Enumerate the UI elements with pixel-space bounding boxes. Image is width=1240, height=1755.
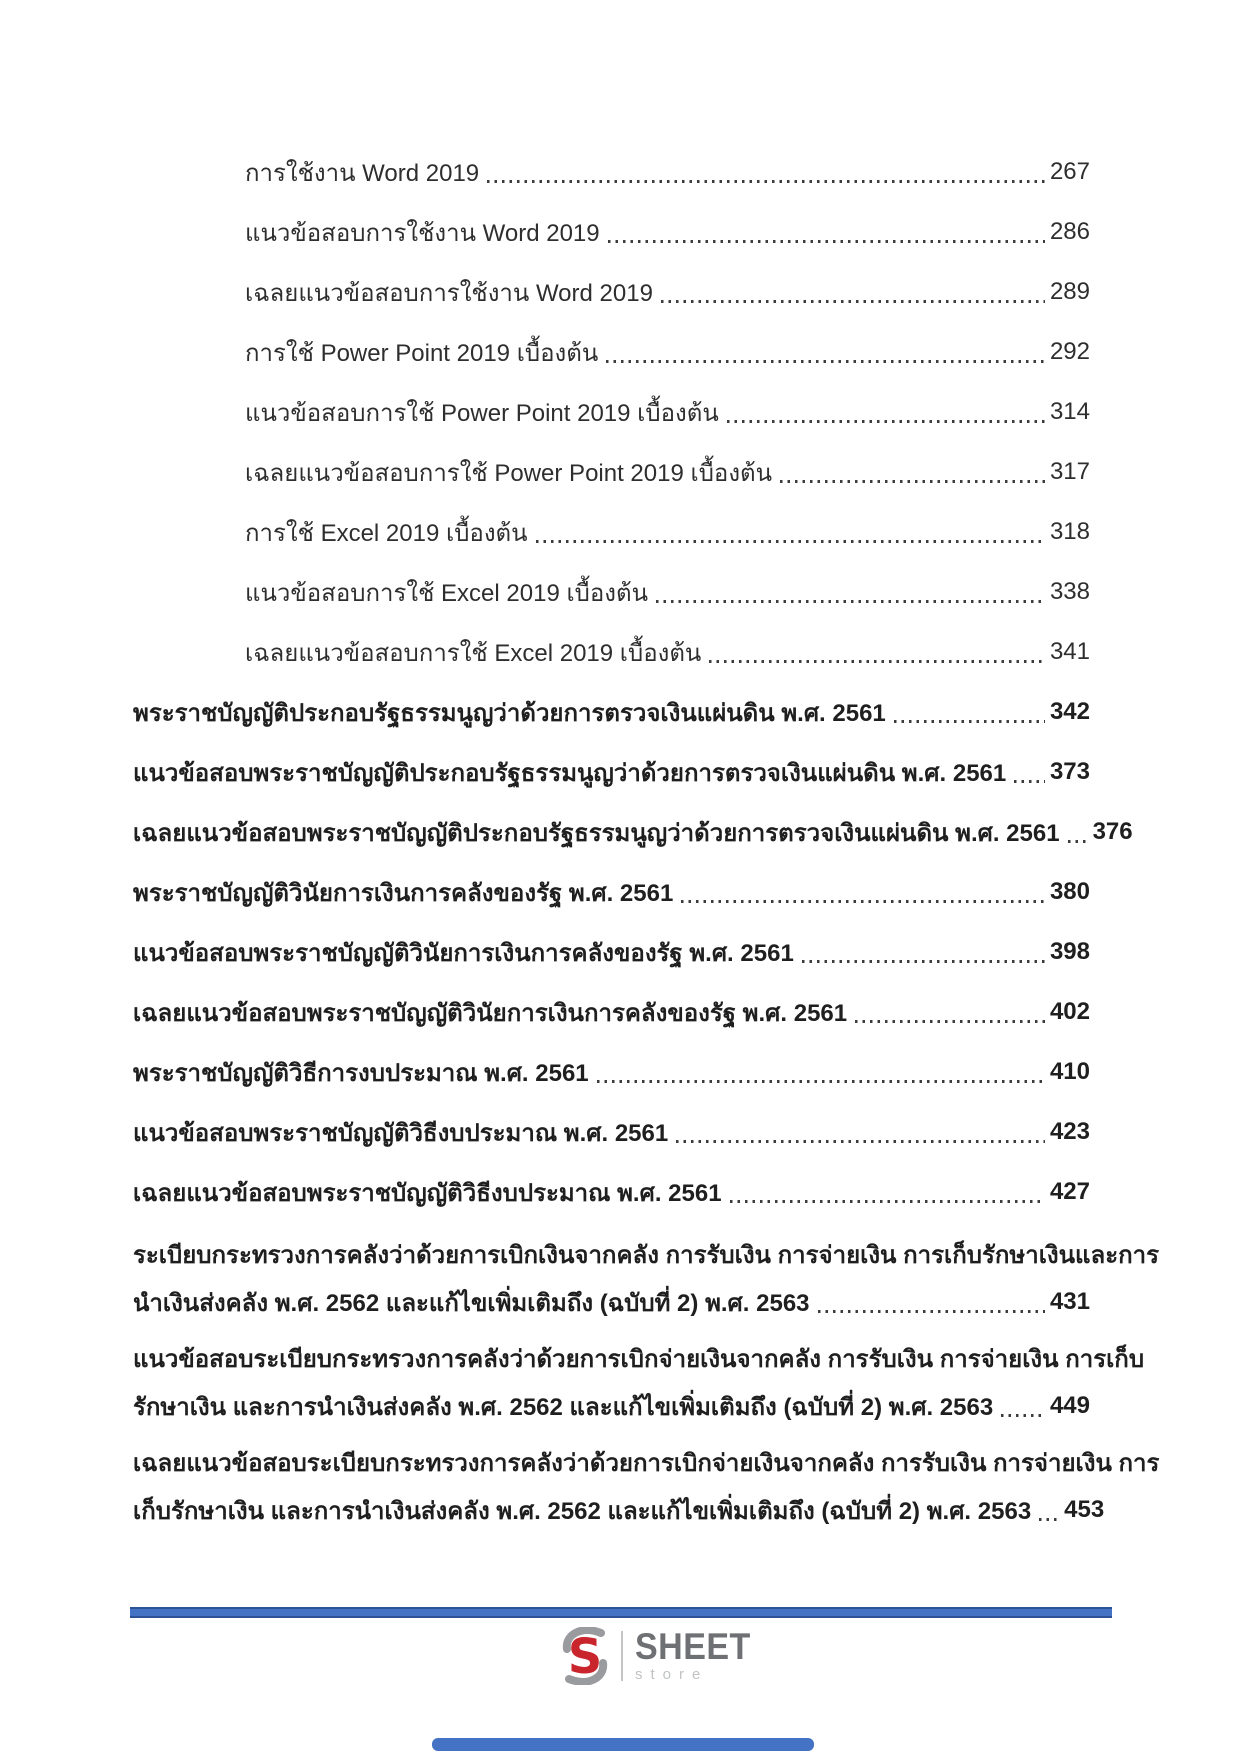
entry-label: แนวข้อสอบพระราชบัญญัติวิธีงบประมาณ พ.ศ. 2561 <box>133 1119 669 1147</box>
svg-text:S: S <box>567 1629 603 1685</box>
toc-entry <box>133 1102 1090 1162</box>
bottom-accent-bar <box>432 1738 814 1751</box>
toc-entry <box>133 382 1090 442</box>
dot-leader <box>894 720 1045 723</box>
entry-page-number: 338 <box>1049 578 1090 605</box>
toc-entry <box>133 1438 1160 1534</box>
dot-leader <box>709 660 1045 663</box>
entry-page-number: 314 <box>1049 398 1090 425</box>
toc-entry <box>133 1162 1090 1222</box>
entry-label: แนวข้อสอบการใช้ Power Point 2019 เบื้องต้น <box>245 399 719 427</box>
dot-leader <box>727 420 1045 423</box>
toc-entry <box>133 802 1133 862</box>
entry-label: ระเบียบกระทรวงการคลังว่าด้วยการเบิกเงินจากคลัง การรับเงิน การจ่ายเงิน การเก็บรักษาเงินและการ <box>133 1241 1159 1269</box>
entry-label: พระราชบัญญัติประกอบรัฐธรรมนูญว่าด้วยการตรวจเงินแผ่นดิน พ.ศ. 2561 <box>133 699 886 727</box>
entry-label: เฉลยแนวข้อสอบการใช้ Excel 2019 เบื้องต้น <box>245 639 702 667</box>
entry-label: เฉลยแนวข้อสอบระเบียบกระทรวงการคลังว่าด้วยการเบิกจ่ายเงินจากคลัง การรับเงิน การจ่ายเงิน การ <box>133 1449 1160 1477</box>
entry-label: พระราชบัญญัติวินัยการเงินการคลังของรัฐ พ.ศ. 2561 <box>133 879 674 907</box>
toc-entry <box>133 1230 1159 1326</box>
dot-leader <box>1001 1414 1045 1417</box>
entry-page-number: 453 <box>1064 1496 1105 1523</box>
entry-page-number: 398 <box>1049 938 1090 965</box>
entry-label: แนวข้อสอบการใช้ Excel 2019 เบื้องต้น <box>245 579 649 607</box>
footer-divider-bar <box>130 1607 1112 1618</box>
toc-entry <box>133 562 1090 622</box>
entry-label-line2: เก็บรักษาเงิน และการนำเงินส่งคลัง พ.ศ. 2562 และแก้ไขเพิ่มเติมถึง (ฉบับที่ 2) พ.ศ. 2563 <box>133 1497 1032 1525</box>
entry-page-number: 289 <box>1049 278 1090 305</box>
entry-page-number: 317 <box>1049 458 1090 485</box>
entry-page-number: 376 <box>1092 818 1133 845</box>
entry-page-number: 342 <box>1049 698 1090 725</box>
entry-page-number: 373 <box>1049 758 1090 785</box>
toc-entry <box>133 982 1090 1042</box>
entry-label: เฉลยแนวข้อสอบพระราชบัญญัติวินัยการเงินการคลังของรัฐ พ.ศ. 2561 <box>133 999 848 1027</box>
toc-entry <box>133 622 1090 682</box>
dot-leader <box>487 180 1045 183</box>
toc-entry <box>133 922 1090 982</box>
dot-leader <box>1014 780 1045 783</box>
entry-label-line2: นำเงินส่งคลัง พ.ศ. 2562 และแก้ไขเพิ่มเติมถึง (ฉบับที่ 2) พ.ศ. 2563 <box>133 1289 810 1317</box>
entry-label: แนวข้อสอบการใช้งาน Word 2019 <box>245 219 600 247</box>
dot-leader <box>536 540 1045 543</box>
entry-page-number: 286 <box>1049 218 1090 245</box>
entry-label: การใช้งาน Word 2019 <box>245 159 480 187</box>
dot-leader <box>730 1200 1045 1203</box>
entry-label: แนวข้อสอบพระราชบัญญัติประกอบรัฐธรรมนูญว่าด้วยการตรวจเงินแผ่นดิน พ.ศ. 2561 <box>133 759 1007 787</box>
dot-leader <box>606 360 1045 363</box>
entry-page-number: 423 <box>1049 1118 1090 1145</box>
entry-page-number: 431 <box>1049 1288 1090 1315</box>
brand-logo <box>557 1626 761 1686</box>
brand-name: SHEET <box>635 1625 751 1667</box>
entry-page-number: 410 <box>1049 1058 1090 1085</box>
sheet-store-logo-icon <box>557 1627 613 1685</box>
dot-leader <box>802 960 1045 963</box>
toc-entry <box>133 1042 1090 1102</box>
table-of-contents <box>133 142 1160 1534</box>
entry-page-number: 449 <box>1049 1392 1090 1419</box>
entry-page-number: 267 <box>1049 158 1090 185</box>
toc-entry <box>133 142 1090 202</box>
dot-leader <box>661 300 1045 303</box>
dot-leader <box>1039 1518 1059 1521</box>
entry-page-number: 380 <box>1049 878 1090 905</box>
dot-leader <box>681 900 1045 903</box>
entry-page-number: 427 <box>1049 1178 1090 1205</box>
entry-page-number: 402 <box>1049 998 1090 1025</box>
dot-leader <box>818 1310 1045 1313</box>
toc-entry <box>133 322 1090 382</box>
entry-label: เฉลยแนวข้อสอบการใช้ Power Point 2019 เบื้องต้น <box>245 459 773 487</box>
entry-label: แนวข้อสอบพระราชบัญญัติวินัยการเงินการคลังของรัฐ พ.ศ. 2561 <box>133 939 794 967</box>
entry-label: เฉลยแนวข้อสอบการใช้งาน Word 2019 <box>245 279 653 307</box>
dot-leader <box>608 240 1045 243</box>
brand-subtitle: store <box>635 1666 709 1684</box>
entry-label: การใช้ Power Point 2019 เบื้องต้น <box>245 339 599 367</box>
toc-entry <box>133 682 1090 742</box>
dot-leader <box>1068 840 1088 843</box>
dot-leader <box>855 1020 1045 1023</box>
toc-entry <box>133 442 1090 502</box>
toc-entry <box>133 862 1090 922</box>
dot-leader <box>656 600 1045 603</box>
toc-entry <box>133 742 1090 802</box>
toc-entry <box>133 202 1090 262</box>
entry-label: เฉลยแนวข้อสอบพระราชบัญญัติประกอบรัฐธรรมนูญว่าด้วยการตรวจเงินแผ่นดิน พ.ศ. 2561 <box>133 819 1060 847</box>
entry-page-number: 341 <box>1049 638 1090 665</box>
toc-entry <box>133 502 1090 562</box>
entry-label: แนวข้อสอบระเบียบกระทรวงการคลังว่าด้วยการเบิกจ่ายเงินจากคลัง การรับเงิน การจ่ายเงิน การเก็บ <box>133 1345 1145 1373</box>
dot-leader <box>597 1080 1045 1083</box>
entry-label: เฉลยแนวข้อสอบพระราชบัญญัติวิธีงบประมาณ พ.ศ. 2561 <box>133 1179 722 1207</box>
entry-label: การใช้ Excel 2019 เบื้องต้น <box>245 519 528 547</box>
dot-leader <box>780 480 1045 483</box>
entry-page-number: 292 <box>1049 338 1090 365</box>
entry-label: พระราชบัญญัติวิธีการงบประมาณ พ.ศ. 2561 <box>133 1059 589 1087</box>
entry-page-number: 318 <box>1049 518 1090 545</box>
entry-label-line2: รักษาเงิน และการนำเงินส่งคลัง พ.ศ. 2562 และแก้ไขเพิ่มเติมถึง (ฉบับที่ 2) พ.ศ. 2563 <box>133 1393 994 1421</box>
toc-entry <box>133 262 1090 322</box>
logo-divider <box>621 1631 623 1681</box>
toc-entry <box>133 1334 1145 1430</box>
dot-leader <box>676 1140 1045 1143</box>
